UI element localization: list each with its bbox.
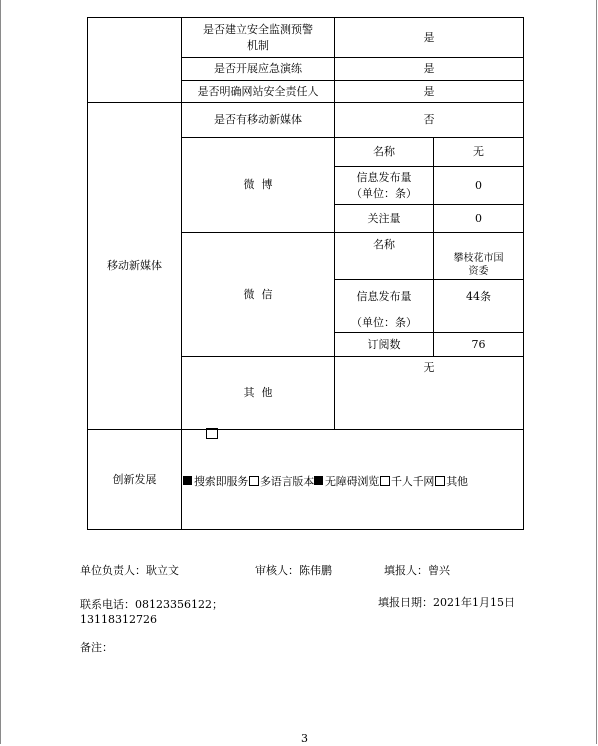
weibo-posts-label — [335, 167, 433, 204]
monitoring-label-line2: 机制 — [247, 38, 269, 52]
has-mobile-label: 是否有移动新媒体 — [214, 113, 302, 126]
filler: 填报人：曾兴 — [384, 564, 450, 577]
contact-phone-line1: 联系电话：08123356122； — [80, 598, 223, 611]
checked-box-icon — [183, 476, 192, 485]
page-border-left — [0, 0, 1, 744]
page-border-right — [596, 0, 597, 744]
drill-value: 是 — [423, 62, 435, 75]
weibo-followers-value: 0 — [475, 211, 482, 225]
weibo-name-value: 无 — [473, 145, 484, 158]
monitoring-label — [182, 18, 334, 57]
row-divider — [334, 279, 524, 280]
page-number: 3 — [301, 732, 308, 745]
wechat-subscribers-label: 订阅数 — [367, 337, 401, 351]
table-right-border — [523, 17, 524, 530]
reviewer: 审核人：陈伟鹏 — [255, 564, 332, 577]
option-multilingual: 多语言版本 — [260, 475, 314, 488]
unchecked-box-icon — [435, 476, 445, 486]
remarks: 备注： — [80, 641, 113, 654]
unchecked-box-icon — [380, 476, 390, 486]
table-bottom-border — [87, 529, 524, 530]
checked-box-icon — [314, 476, 323, 485]
other-value: 无 — [423, 361, 435, 374]
wechat-name-value — [434, 251, 523, 279]
other-label: 其 他 — [243, 386, 273, 399]
has-mobile-value: 否 — [423, 113, 435, 126]
wechat-name-label: 名称 — [373, 238, 395, 251]
wechat-name-value-line1: 攀枝花市国 — [453, 253, 504, 264]
wechat-posts-label-line2: （单位：条） — [351, 316, 417, 329]
responsible-value: 是 — [423, 84, 435, 98]
weibo-posts-label-line1: 信息发布量 — [356, 170, 412, 184]
mobile-media-label: 移动新媒体 — [107, 259, 162, 272]
innovation-label: 创新发展 — [112, 472, 157, 486]
monitoring-value: 是 — [423, 30, 435, 44]
weibo-followers-label: 关注量 — [367, 211, 401, 225]
stray-checkbox-icon — [206, 428, 218, 439]
option-other: 其他 — [446, 475, 468, 488]
innovation-options — [183, 474, 468, 490]
wechat-name-value-line2: 资委 — [468, 266, 489, 277]
unchecked-box-icon — [249, 476, 259, 486]
contact-phone-line2: 13118312726 — [80, 613, 157, 626]
monitoring-label-line1: 是否建立安全监测预警 — [203, 22, 313, 36]
option-search-as-service: 搜索即服务 — [194, 475, 248, 488]
drill-label: 是否开展应急演练 — [214, 62, 302, 75]
unit-head: 单位负责人：耿立文 — [80, 564, 179, 577]
wechat-label: 微 信 — [243, 287, 273, 301]
weibo-name-label: 名称 — [373, 145, 395, 158]
wechat-subscribers-value: 76 — [471, 337, 486, 351]
weibo-posts-value: 0 — [475, 178, 482, 192]
wechat-posts-label-line1: 信息发布量 — [356, 290, 412, 303]
fill-date: 填报日期：2021年1月15日 — [378, 596, 515, 609]
option-personalized: 千人千网 — [391, 475, 435, 488]
wechat-posts-value: 44条 — [466, 290, 491, 303]
responsible-label: 是否明确网站安全责任人 — [197, 84, 319, 98]
weibo-label: 微 博 — [243, 178, 273, 191]
weibo-posts-label-line2: （单位：条） — [351, 186, 417, 200]
option-accessibility: 无障碍浏览 — [325, 475, 379, 488]
